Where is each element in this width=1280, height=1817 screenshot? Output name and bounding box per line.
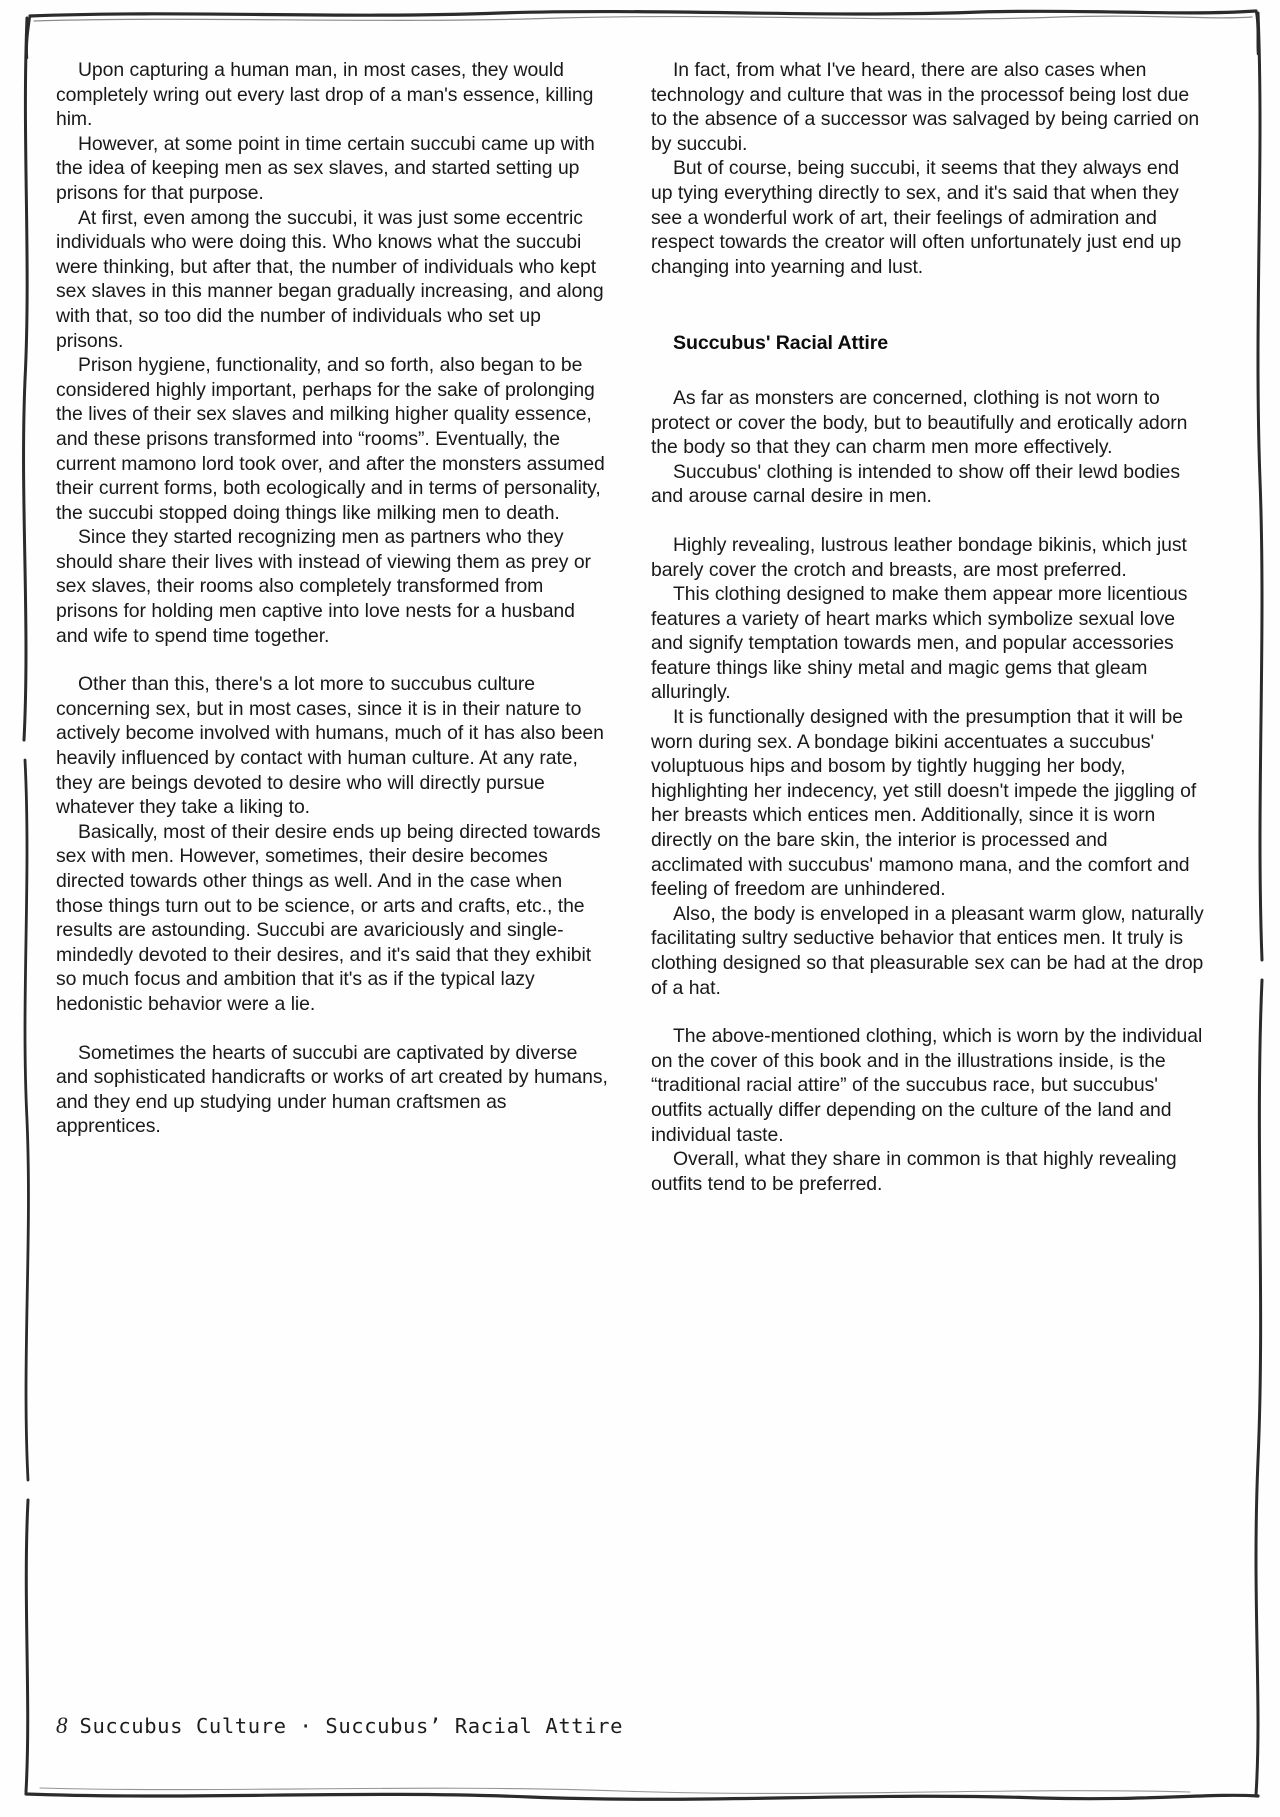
running-head: Succubus Culture · Succubus’ Racial Attire: [79, 1714, 624, 1738]
paragraph: Since they started recognizing men as partners who they should share their lives with instead of viewing them as prey or sex slaves, their rooms also completely transformed from prisons for holding men captive into love nests for a husband and wife to spend time together.: [56, 526, 591, 647]
paragraph: Prison hygiene, functionality, and so forth, also began to be considered highly important, perhaps for the sake of prolonging the lives of their sex slaves and milking higher quality essence, and these prisons transformed into “rooms”. Eventually, the current mamono lord took over, and after the monsters assumed their current forms, both ecologically and in terms of personality, the succubi stopped doing things like milking men to death.: [56, 354, 605, 524]
page-number: 8: [56, 1713, 68, 1738]
paragraph: Overall, what they share in common is that highly revealing outfits tend to be preferred.: [651, 1148, 1177, 1195]
left-text-column: [56, 58, 609, 1139]
paragraph: Upon capturing a human man, in most cases, they would completely wring out every last drop of a man's essence, killing him.: [56, 59, 594, 131]
two-column-body: [56, 58, 1204, 1196]
paragraph: This clothing designed to make them appear more licentious features a variety of heart marks which symbolize sexual love and signify temptation towards men, and popular accessories feature things like shiny metal and magic gems that gleam alluringly.: [651, 583, 1188, 704]
paragraph: Other than this, there's a lot more to succubus culture concerning sex, but in most cases, since it is in their nature to actively become involved with humans, much of it has also been heavily influenced by contact with human culture. At any rate, they are beings devoted to desire who will directly pursue whatever they take a liking to.: [56, 673, 604, 819]
paragraph: At first, even among the succubi, it was just some eccentric individuals who were doing this. Who knows what the succubi were thinking, but after that, the number of individuals who kept sex slaves in this manner began gradually increasing, and along with that, so too did the number of individuals who set up prisons.: [56, 206, 604, 352]
paragraph: As far as monsters are concerned, clothing is not worn to protect or cover the body, but to beautifully and erotically adorn the body so that they can charm men more effectively.: [651, 386, 1188, 459]
paragraph: It is functionally designed with the presumption that it will be worn during sex. A bondage bikini accentuates a succubus' voluptuous hips and bosom by tightly hugging her body, highlighting her indecency, yet still doesn't impede the jiggling of her breasts which entices men. Additionally, since it is worn directly on the bare skin, the interior is processed and acclimated with succubus' mamono mana, and the comfort and feeling of freedom are unhindered.: [651, 706, 1197, 901]
paragraph: Sometimes the hearts of succubi are captivated by diverse and sophisticated handicrafts or works of art created by humans, and they end up studying under human craftsmen as apprentices.: [56, 1041, 608, 1138]
paragraph: Succubus' clothing is intended to show off their lewd bodies and arouse carnal desire in men.: [651, 460, 1180, 508]
right-text-column: [651, 58, 1204, 1196]
paragraph: The above-mentioned clothing, which is worn by the individual on the cover of this book and in the illustrations inside, is the “traditional racial attire” of the succubus race, but succubus' outfits actually differ depending on the culture of the land and individual taste.: [651, 1025, 1203, 1146]
paragraph: But of course, being succubi, it seems that they always end up tying everything directly to sex, and it's said that when they see a wonderful work of art, their feelings of admiration and respect towards the creator will often unfortunately just end up changing into yearning and lust.: [651, 157, 1182, 278]
page-footer: [56, 1713, 623, 1739]
section-heading-block: [651, 331, 1204, 356]
section-heading: Succubus' Racial Attire: [673, 332, 889, 355]
paragraph: Also, the body is enveloped in a pleasant warm glow, naturally facilitating sultry seductive behavior that entices men. It truly is clothing designed so that pleasurable sex can be had at the drop of a hat.: [651, 902, 1204, 999]
paragraph: Basically, most of their desire ends up being directed towards sex with men. However, sometimes, their desire becomes directed towards other things as well. And in the case when those things turn out to be science, or arts and crafts, etc., the results are astounding. Succubi are avariciously and single-mindedly devoted to their desires, and it's said that they exhibit so much focus and ambition that it's as if the typical lazy hedonistic behavior were a lie.: [56, 820, 601, 1015]
paragraph: In fact, from what I've heard, there are also cases when technology and culture that was in the processof being lost due to the absence of a successor was salvaged by being carried on by succubi.: [651, 59, 1200, 155]
paragraph: However, at some point in time certain succubi came up with the idea of keeping men as sex slaves, and started setting up prisons for that purpose.: [56, 132, 595, 204]
paragraph: Highly revealing, lustrous leather bondage bikinis, which just barely cover the crotch and breasts, are most preferred.: [651, 533, 1187, 581]
